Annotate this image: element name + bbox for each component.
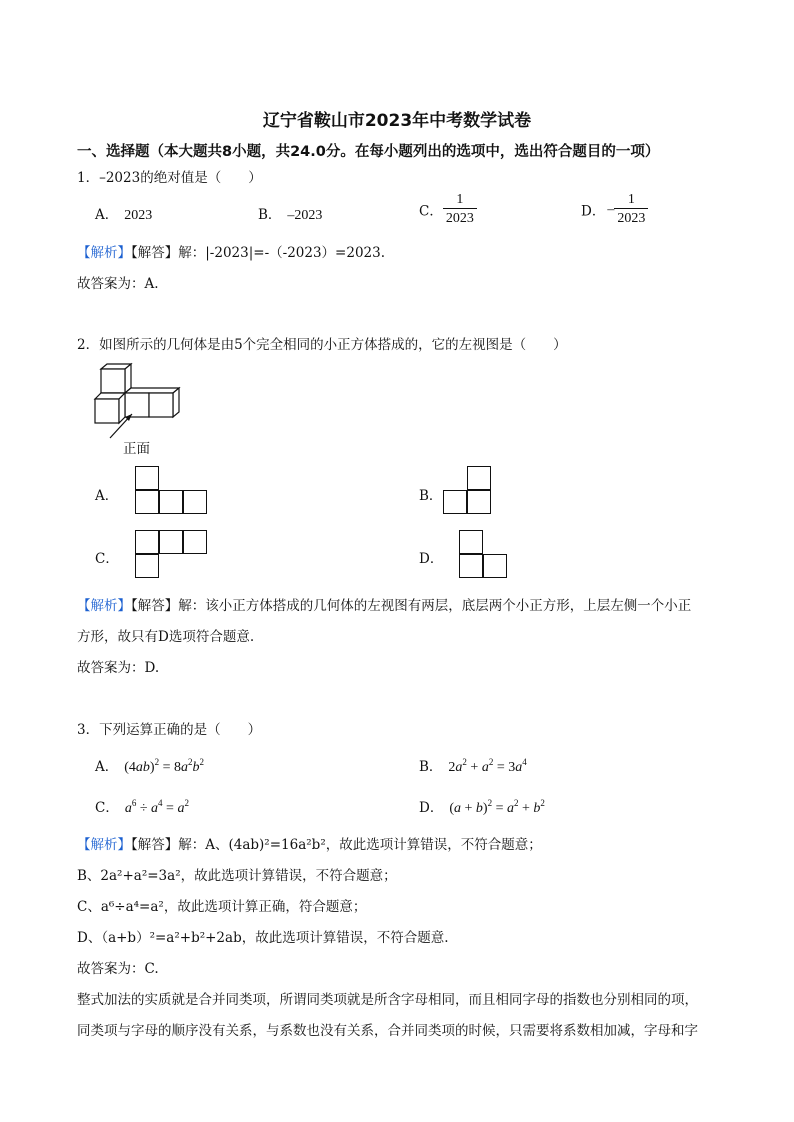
cube-side-face [119,393,125,423]
cube-front-face [125,393,149,417]
q3-option-c-formula: $a^6 \div a^4 = a^2$ [124,798,189,816]
q2-solution-line1 [77,594,691,614]
q1-option-c-numerator: 1 [456,192,464,207]
q3-note-line1: 整式加法的实质就是合并同类项，所谓同类项就是所含字母相同，而且相同字母的指数也分别相同的项， [77,992,698,1008]
q1-solution [77,241,385,261]
cube-front-face [149,393,173,417]
solution-tag: 【解答】 [131,837,179,853]
q3-solution-b: B、2a²+a²=3a²，故此选项计算错误，不符合题意； [77,868,397,884]
q1-option-d-numerator: 1 [627,192,635,207]
q3-option-a-label: A． [95,759,119,775]
q1-option-d-denominator: 2023 [614,208,648,228]
grid-square [135,530,159,554]
q3-solution-a [77,833,542,853]
q1-option-d-label: D． [581,203,606,220]
section-heading: 一、选择题（本大题共8小题，共24.0分。在每小题列出的选项中，选出符合题目的一项） [77,144,660,160]
grid-square [135,554,159,578]
q3-note-line2: 同类项与字母的顺序没有关系，与系数也没有关系，合并同类项的时候，只需要将系数相加减，字母和字 [77,1023,698,1039]
q2-front-label: 正面 [123,441,150,457]
q3-solution-a-text: 解：A、(4ab)²=16a²b²，故此选项计算错误，不符合题意； [178,837,542,853]
q1-solution-text: 解：|-2023|=-（-2023）=2023. [178,245,386,261]
grid-square [135,490,159,514]
q3-option-d [419,796,545,817]
q1-option-a-value: 2023 [124,208,153,223]
grid-square [467,490,491,514]
q2-answer: 故答案为：D. [77,660,160,676]
grid-square [135,466,159,490]
q2-option-b-figure [443,466,493,516]
grid-square [159,490,183,514]
solution-tag: 【解答】 [131,245,179,261]
q2-option-d-label: D． [419,551,444,567]
q1-option-d-sign: – [607,201,615,217]
grid-square [459,530,483,554]
cube-top-face [125,388,179,393]
q3-option-c-label: C． [95,800,119,816]
q3-option-b-formula: $2a^2 + a^2 = 3a^4$ [448,757,527,775]
q3-answer: 故答案为：C. [77,961,159,977]
q1-option-d [581,191,648,228]
grid-square [459,554,483,578]
q2-solution-line2: 方形，故只有D选项符合题意. [77,629,255,645]
q1-answer: 故答案为：A. [77,276,159,292]
q1-option-c-denominator: 2023 [443,208,477,228]
q1-option-c-label: C． [419,203,443,220]
q2-option-c-figure [135,530,210,580]
q2-stem: 2．如图所示的几何体是由5个完全相同的小正方体搭成的，它的左视图是（ ） [77,337,567,353]
grid-square [159,530,183,554]
q3-solution-d: D、（a+b）²=a²+b²+2ab，故此选项计算错误，不符合题意. [77,930,449,946]
q3-option-b [419,755,527,776]
q1-option-c-fraction [443,191,477,228]
q3-option-c [95,796,189,817]
q1-option-b [258,203,322,224]
cube-front-face [95,399,119,423]
q1-option-a-label: A． [95,207,119,223]
analysis-tag: 【解析】 [77,598,131,614]
q1-option-c [419,191,477,228]
cube-front-face [101,369,125,393]
grid-square [483,554,507,578]
page-title: 辽宁省鞍山市2023年中考数学试卷 [262,111,532,131]
q2-option-b-label: B． [419,488,443,504]
q1-option-b-label: B． [258,207,282,223]
analysis-tag: 【解析】 [77,837,131,853]
q1-option-a [95,203,152,224]
grid-square [467,466,491,490]
q1-option-d-fraction [614,191,648,228]
analysis-tag: 【解析】 [77,245,131,261]
q2-solution-text: 解：该小正方体搭成的几何体的左视图有两层，底层两个小正方形，上层左侧一个小正 [178,598,692,614]
q2-option-c-label: C． [95,551,119,567]
q1-stem: 1．–2023的绝对值是（ ） [77,170,262,186]
q3-solution-c: C、a⁶÷a⁴=a²，故此选项计算正确，符合题意； [77,899,367,915]
grid-square [443,490,467,514]
solution-tag: 【解答】 [131,598,179,614]
q2-option-d-figure [459,530,509,580]
q3-option-b-label: B． [419,759,443,775]
q3-option-d-label: D． [419,800,444,816]
cube-side-face [173,388,179,417]
q3-option-a-formula: $(4ab)^2 = 8a^2b^2$ [124,757,204,775]
q1-option-b-value: –2023 [287,208,323,223]
q2-option-a-figure [135,466,210,516]
q3-option-a [95,755,204,776]
q3-stem: 3．下列运算正确的是（ ） [77,722,262,738]
grid-square [183,490,207,514]
grid-square [183,530,207,554]
q2-option-a-label: A． [95,488,119,504]
q3-option-d-formula: $(a + b)^2 = a^2 + b^2$ [449,798,545,816]
